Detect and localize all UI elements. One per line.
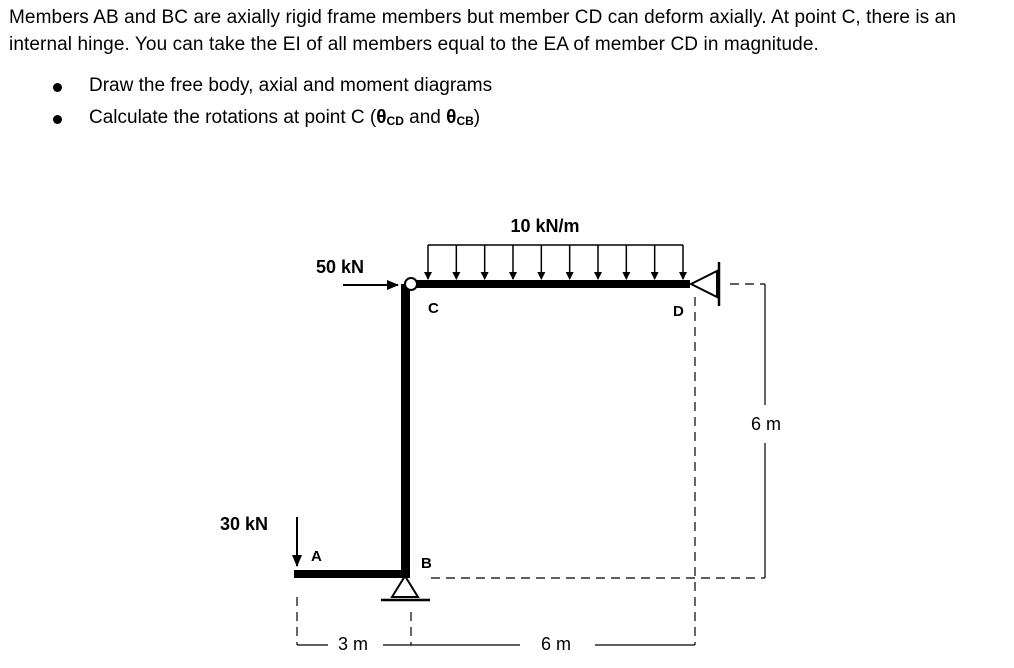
hinge-icon [405,278,417,290]
node-label-c: C [428,300,439,317]
vertical-load-label: 30 kN [219,514,269,534]
node-label-b: B [421,555,432,572]
member-bc [401,284,410,576]
pin-support-icon [381,576,430,600]
member-cd [407,280,690,288]
theta-symbol: θ [446,107,457,128]
dimension-lines [297,284,765,645]
member-ab [294,570,410,578]
dim-label-span-left: 3 m [337,634,369,654]
problem-intro-text: Members AB and BC are axially rigid frame members but member CD can deform axially. At point C, there is an internal hinge. You can take the EI of all members equal to the EA of member CD in magnitude. [9,7,956,55]
distributed-load-arrows [428,245,683,279]
distributed-load [428,245,683,279]
theta-subscript-cb: CB [456,114,474,128]
task-text-middle: and [403,107,447,128]
dim-label-height: 6 m [750,414,782,434]
node-label-d: D [673,303,684,320]
theta-symbol: θ [376,107,387,128]
task-text-after: ) [473,107,481,128]
theta-subscript-cd: CD [386,114,404,128]
task-text-before: Calculate the rotations at point C ( [89,107,377,128]
task-text-diagrams: Draw the free body, axial and moment diagrams [89,75,493,96]
dim-label-span-right: 6 m [540,634,572,654]
node-label-a: A [311,548,322,565]
horizontal-load-label: 50 kN [315,257,365,277]
distributed-load-label: 10 kN/m [510,216,580,236]
